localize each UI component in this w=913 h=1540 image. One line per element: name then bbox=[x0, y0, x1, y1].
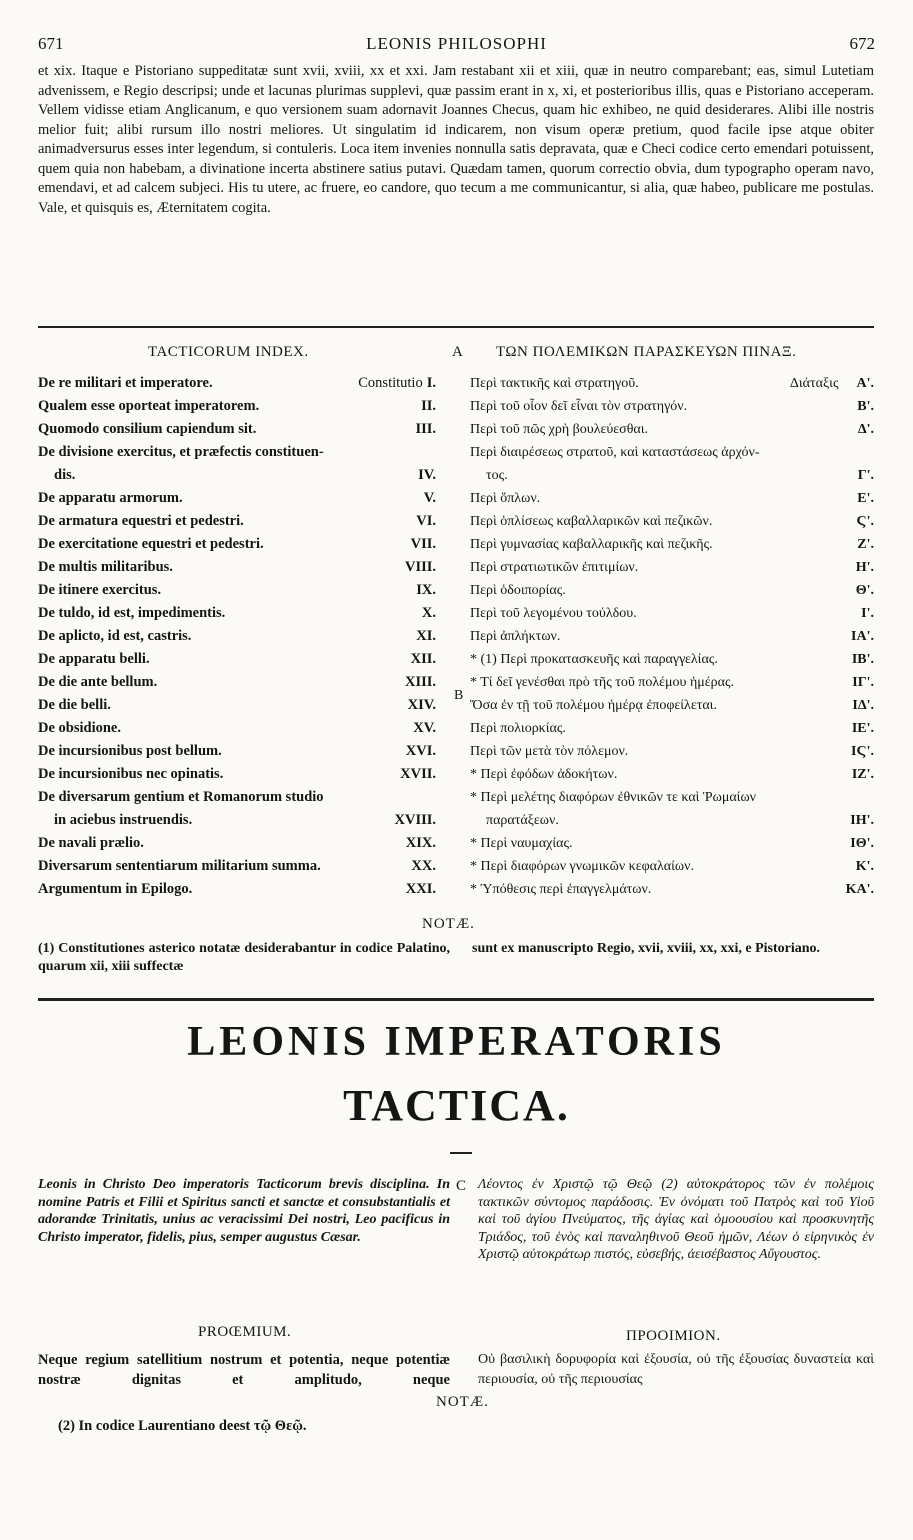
greek-entry bbox=[470, 441, 874, 487]
latin-entry bbox=[38, 717, 436, 740]
latin-title: De apparatu armorum. bbox=[38, 490, 183, 506]
greek-numeral: Η'. bbox=[855, 560, 874, 575]
latin-number bbox=[416, 510, 436, 533]
latin-numeral: X. bbox=[421, 605, 436, 621]
greek-entry bbox=[470, 717, 874, 740]
greek-entry bbox=[470, 763, 874, 786]
greek-entry bbox=[470, 418, 874, 441]
latin-title: De armatura equestri et pedestri. bbox=[38, 513, 244, 529]
latin-numeral: XXI. bbox=[405, 881, 436, 897]
greek-title: Περὶ ὁδοιπορίας. bbox=[470, 583, 566, 598]
greek-number bbox=[852, 648, 874, 671]
index-row bbox=[38, 510, 874, 533]
greek-entry bbox=[470, 878, 874, 901]
latin-number bbox=[421, 395, 436, 418]
latin-entry bbox=[38, 372, 436, 395]
greek-prooemium-heading: ΠΡΟΟΙΜΙΟΝ. bbox=[626, 1328, 721, 1344]
greek-number bbox=[852, 763, 874, 786]
greek-title: * (1) Περὶ προκατασκευῆς καὶ παραγγελίας. bbox=[470, 652, 718, 667]
latin-title: Quomodo consilium capiendum sit. bbox=[38, 421, 257, 437]
greek-title: Περὶ τακτικῆς καὶ στρατηγοῦ. bbox=[470, 376, 639, 391]
greek-title: Περὶ τοῦ λεγομένου τούλδου. bbox=[470, 606, 637, 621]
greek-numeral: Γ'. bbox=[857, 468, 874, 483]
latin-entry bbox=[38, 763, 436, 786]
latin-title: Argumentum in Epilogo. bbox=[38, 881, 193, 897]
running-header bbox=[38, 34, 875, 54]
latin-entry bbox=[38, 533, 436, 556]
greek-number bbox=[852, 717, 874, 740]
latin-numeral: V. bbox=[423, 490, 436, 506]
index-row bbox=[38, 786, 874, 832]
latin-prooemium-heading: PROŒMIUM. bbox=[198, 1324, 292, 1340]
latin-title: De obsidione. bbox=[38, 720, 121, 736]
latin-number bbox=[408, 694, 436, 717]
latin-number bbox=[413, 717, 436, 740]
latin-title: De die belli. bbox=[38, 697, 111, 713]
greek-numeral: ΙΓ'. bbox=[852, 675, 874, 690]
greek-entry bbox=[470, 740, 874, 763]
latin-entry bbox=[38, 510, 436, 533]
latin-numeral: VII. bbox=[410, 536, 436, 552]
index-row bbox=[38, 441, 874, 487]
greek-number bbox=[861, 602, 874, 625]
greek-title: Περὶ πολιορκίας. bbox=[470, 721, 566, 736]
greek-entry bbox=[470, 556, 874, 579]
latin-title: De aplicto, id est, castris. bbox=[38, 628, 192, 644]
latin-title: De multis militaribus. bbox=[38, 559, 173, 575]
preface-text: et xix. Itaque e Pistoriano suppeditatæ sunt xvii, xviii, xx et xxi. Jam restabant xii et xiii, quæ in neutro comparebant; eas, simul Lutetiam advenissem, e Regio descripsi; unde et lacunas plurimas supplevi, quæ passim erant in x, xi, et posterioribus illis, quas e Pistoriano acceperam. Vellem vidisse etiam Anglicanum, e quo versionem suam adornavit Joannes Checus, quam hic exhibeo, ne quid desiderares. Alibi ille nostris melior fuit; alibi rursum illo nostri meliores. Ut singulatim id indicarem, non visum operæ pretium, quod facile ipse atque obiter animadversurus esses inter legendum, si contuleris. Loca item invenies nonnulla satis depravata, quæ e Checi codice certo emendari potuissent, quem quia non habebam, a divinatione incerta abstinere satius putavi. Quædam tamen, quorum correctio obvia, dum typographo operam navo, emendavi, et ad calcem subjeci. His tu utere, ac fruere, eo candore, quo tecum a me communicantur, si alia, quæ habeo, publicare me postulas. Vale, et quisquis es, Æternitatem cogita. bbox=[38, 63, 874, 216]
greek-title: * Περὶ ναυμαχίας. bbox=[470, 836, 573, 851]
latin-entry bbox=[38, 671, 436, 694]
greek-entry bbox=[470, 855, 874, 878]
greek-entry bbox=[470, 395, 874, 418]
latin-entry bbox=[38, 418, 436, 441]
greek-number bbox=[856, 855, 874, 878]
greek-numeral: Ι'. bbox=[861, 606, 874, 621]
latin-numeral: XVI. bbox=[405, 743, 436, 759]
latin-numeral: XV. bbox=[413, 720, 436, 736]
latin-entry bbox=[38, 786, 436, 832]
latin-numeral: III. bbox=[415, 421, 436, 437]
latin-title: Qualem esse oporteat imperatorem. bbox=[38, 398, 260, 414]
latin-entry bbox=[38, 878, 436, 901]
latin-number bbox=[424, 487, 436, 510]
latin-entry bbox=[38, 740, 436, 763]
note-left: (1) Constitutiones asterico notatæ desiderabantur in codice Palatino, quarum xii, xiii suffectæ bbox=[38, 941, 450, 974]
greek-numeral: Β'. bbox=[857, 399, 874, 414]
greek-entry bbox=[470, 625, 874, 648]
running-title: LEONIS PHILOSOPHI bbox=[366, 34, 547, 53]
greek-number bbox=[851, 740, 874, 763]
latin-number bbox=[406, 832, 436, 855]
section-divider bbox=[38, 326, 874, 328]
greek-numeral: ΚΑ'. bbox=[845, 882, 874, 897]
latin-number bbox=[405, 671, 436, 694]
index-row bbox=[38, 556, 874, 579]
index-row bbox=[38, 878, 874, 901]
latin-title: De exercitatione equestri et pedestri. bbox=[38, 536, 264, 552]
greek-prooemium-text: Οὐ βασιλικὴ δορυφορία καὶ ἐξουσία, οὐ τῆς ἐξουσίας δυναστεία καὶ περιουσία, οὐ τῆς περιουσίας bbox=[478, 1352, 874, 1387]
latin-entry bbox=[38, 625, 436, 648]
greek-numeral: ΙΑ'. bbox=[851, 629, 874, 644]
latin-number bbox=[416, 579, 436, 602]
greek-number bbox=[858, 418, 874, 441]
greek-entry bbox=[470, 832, 874, 855]
greek-title: Περὶ ὅπλων. bbox=[470, 491, 541, 506]
greek-title: * Τί δεῖ γενέσθαι πρὸ τῆς τοῦ πολέμου ἡμέρας. bbox=[470, 675, 735, 690]
greek-number bbox=[857, 533, 874, 556]
latin-title: De divisione exercitus, et præfectis constituen- bbox=[38, 444, 324, 460]
greek-number bbox=[850, 832, 874, 855]
greek-title: Περὶ γυμνασίας καβαλλαρικῆς καὶ πεζικῆς. bbox=[470, 537, 713, 552]
latin-number bbox=[411, 855, 436, 878]
latin-entry bbox=[38, 487, 436, 510]
latin-numeral: XII. bbox=[410, 651, 436, 667]
latin-number bbox=[411, 533, 436, 556]
latin-title: De tuldo, id est, impedimentis. bbox=[38, 605, 226, 621]
greek-number bbox=[852, 694, 874, 717]
greek-numeral: ΙΘ'. bbox=[850, 836, 874, 851]
index-row bbox=[38, 418, 874, 441]
latin-opening: Leonis in Christo Deo imperatoris Tacticorum brevis disciplina. In nomine Patris et Filii et Spiritus sancti et sanctæ et consubstantialis et adorandæ Trinitatis, unius ac veracissimi Dei nostri, Leo pacificus in Christo imperator, fidelis, pius, semper augustus Cæsar. bbox=[38, 1177, 450, 1245]
greek-numeral: ΙΖ'. bbox=[851, 767, 874, 782]
latin-numeral: II. bbox=[421, 398, 436, 414]
greek-index-heading: ΤΩΝ ΠΟΛΕΜΙΚΩΝ ΠΑΡΑΣΚΕΥΩΝ ΠΙΝΑΞ. bbox=[496, 344, 797, 360]
greek-numeral: ΙϚ'. bbox=[851, 744, 874, 759]
preface-paragraph bbox=[38, 62, 874, 218]
short-rule bbox=[450, 1152, 472, 1154]
latin-title-cont: in aciebus instruendis. bbox=[54, 812, 193, 828]
index-row bbox=[38, 855, 874, 878]
greek-entry bbox=[470, 786, 874, 832]
greek-number bbox=[850, 809, 874, 832]
index-row bbox=[38, 533, 874, 556]
greek-entry bbox=[470, 579, 874, 602]
latin-title-cont: dis. bbox=[54, 467, 76, 483]
latin-index-heading: TACTICORUM INDEX. bbox=[148, 344, 309, 360]
latin-number bbox=[406, 878, 436, 901]
greek-numeral: ΙΗ'. bbox=[850, 813, 874, 828]
latin-number bbox=[416, 625, 436, 648]
greek-numeral: Ε'. bbox=[857, 491, 874, 506]
latin-entry bbox=[38, 579, 436, 602]
greek-numeral: ΙΒ'. bbox=[851, 652, 874, 667]
latin-numeral: VI. bbox=[416, 513, 436, 529]
greek-title: * Περὶ μελέτης διαφόρων ἐθνικῶν τε καὶ Ῥωμαίων bbox=[470, 790, 756, 805]
main-title-line1: LEONIS IMPERATORIS bbox=[187, 1019, 726, 1065]
greek-label: Διάταξις bbox=[789, 376, 839, 391]
latin-title: De die ante bellum. bbox=[38, 674, 158, 690]
index-row bbox=[38, 717, 874, 740]
column-mark-a: A bbox=[452, 344, 463, 360]
greek-title-cont: παρατάξεων. bbox=[486, 813, 559, 828]
greek-number bbox=[852, 671, 874, 694]
latin-number bbox=[400, 763, 436, 786]
latin-number bbox=[418, 464, 436, 487]
greek-title: * Ὑπόθεσις περὶ ἐπαγγελμάτων. bbox=[470, 882, 652, 897]
greek-entry bbox=[470, 510, 874, 533]
footnote: (2) In codice Laurentiano deest τῷ Θεῷ. bbox=[58, 1418, 307, 1434]
latin-prooemium-text: Neque regium satellitium nostrum et potentia, neque potentiæ nostræ dignitas et amplitudo, neque bbox=[38, 1352, 450, 1388]
latin-numeral: XVII. bbox=[400, 766, 436, 782]
greek-numeral: Θ'. bbox=[855, 583, 874, 598]
greek-entry bbox=[470, 671, 874, 694]
latin-entry bbox=[38, 855, 436, 878]
latin-numeral: XIX. bbox=[405, 835, 436, 851]
title-divider bbox=[38, 998, 874, 1001]
index-row bbox=[38, 487, 874, 510]
latin-title: De diversarum gentium et Romanorum studio bbox=[38, 789, 324, 805]
latin-numeral: XIV. bbox=[407, 697, 436, 713]
index-row bbox=[38, 688, 874, 717]
index-row bbox=[38, 602, 874, 625]
latin-number bbox=[415, 418, 436, 441]
latin-number bbox=[411, 648, 436, 671]
greek-number bbox=[857, 510, 875, 533]
notes-heading: NOTÆ. bbox=[422, 916, 475, 932]
index-row bbox=[38, 740, 874, 763]
right-page-number: 672 bbox=[849, 34, 875, 53]
greek-title: Ὅσα ἐν τῇ τοῦ πολέμου ἡμέρᾳ ἐποφείλεται. bbox=[470, 698, 717, 713]
latin-number bbox=[405, 556, 436, 579]
main-title-line2: TACTICA. bbox=[343, 1081, 570, 1130]
greek-title: Περὶ διαιρέσεως στρατοῦ, καὶ καταστάσεως ἀρχόν- bbox=[470, 445, 760, 460]
greek-numeral: Ζ'. bbox=[857, 537, 874, 552]
index-row bbox=[38, 372, 874, 395]
greek-numeral: Κ'. bbox=[855, 859, 874, 874]
latin-numeral: XI. bbox=[416, 628, 436, 644]
latin-number bbox=[358, 372, 436, 395]
greek-numeral: Α'. bbox=[856, 376, 874, 391]
latin-entry bbox=[38, 556, 436, 579]
latin-number bbox=[406, 740, 436, 763]
notes-heading-2: NOTÆ. bbox=[436, 1394, 489, 1410]
greek-opening: Λέοντος ἐν Χριστῷ τῷ Θεῷ (2) αὐτοκράτορος τῶν ἐν πολέμοις τακτικῶν σύντομος παράδοσις. Ἐν ὀνόματι τοῦ Πατρὸς καὶ τοῦ Υἱοῦ καὶ τοῦ ἁγίου Πνεύματος, τῆς ἁγίας καὶ ὁμοουσίου καὶ προσκυνητῆς Τριάδος, τοῦ ἑνὸς καὶ παναληθινοῦ Θεοῦ ἡμῶν, Λέων ὁ εἰρηνικὸς ἐν Χριστῷ αὐτοκράτωρ πιστός, εὐσεβής, ἀεισέβαστος Αὔγουστος. bbox=[478, 1177, 874, 1262]
greek-title: Περὶ ἀπλήκτων. bbox=[470, 629, 561, 644]
latin-numeral: IX. bbox=[416, 582, 436, 598]
latin-label: Constitutio bbox=[358, 375, 423, 391]
greek-number bbox=[857, 395, 874, 418]
latin-numeral: I. bbox=[426, 375, 436, 391]
greek-title: * Περὶ ἐφόδων ἀδοκήτων. bbox=[470, 767, 618, 782]
latin-entry bbox=[38, 441, 436, 487]
latin-title: De itinere exercitus. bbox=[38, 582, 162, 598]
index-row bbox=[38, 763, 874, 786]
greek-numeral: Ϛ'. bbox=[856, 514, 874, 529]
note-right: sunt ex manuscripto Regio, xvii, xviii, xx, xxi, e Pistoriano. bbox=[472, 941, 821, 956]
greek-entry bbox=[470, 602, 874, 625]
latin-numeral: XIII. bbox=[404, 674, 436, 690]
greek-title: Περὶ τοῦ πῶς χρὴ βουλεύεσθαι. bbox=[470, 422, 649, 437]
greek-number bbox=[846, 878, 874, 901]
latin-entry bbox=[38, 648, 436, 671]
greek-title: * Περὶ διαφόρων γνωμικῶν κεφαλαίων. bbox=[470, 859, 694, 874]
greek-entry bbox=[470, 694, 874, 717]
greek-title-cont: τος. bbox=[486, 468, 508, 483]
latin-title: De incursionibus nec opinatis. bbox=[38, 766, 224, 782]
greek-entry bbox=[470, 533, 874, 556]
greek-number bbox=[851, 625, 874, 648]
greek-number bbox=[856, 579, 874, 602]
greek-number bbox=[857, 487, 874, 510]
latin-number bbox=[395, 809, 437, 832]
latin-number bbox=[422, 602, 436, 625]
latin-title: Diversarum sententiarum militarium summa. bbox=[38, 858, 321, 874]
greek-title: Περὶ τῶν μετὰ τὸν πόλεμον. bbox=[470, 744, 629, 759]
index-row bbox=[38, 648, 874, 671]
greek-title: Περὶ στρατιωτικῶν ἐπιτιμίων. bbox=[470, 560, 639, 575]
greek-entry bbox=[470, 372, 874, 395]
column-mark-c: C bbox=[456, 1178, 467, 1194]
latin-entry bbox=[38, 694, 436, 717]
latin-entry bbox=[38, 832, 436, 855]
greek-numeral: ΙΔ'. bbox=[852, 698, 874, 713]
latin-title: De re militari et imperatore. bbox=[38, 375, 213, 391]
greek-entry bbox=[470, 648, 874, 671]
latin-numeral: VIII. bbox=[404, 559, 436, 575]
index-row bbox=[38, 832, 874, 855]
greek-title: Περὶ ὁπλίσεως καβαλλαρικῶν καὶ πεζικῶν. bbox=[470, 514, 713, 529]
greek-number bbox=[790, 372, 874, 395]
left-page-number: 671 bbox=[38, 34, 64, 53]
latin-title: De navali prælio. bbox=[38, 835, 144, 851]
latin-numeral: XVIII. bbox=[394, 812, 436, 828]
index-row bbox=[38, 579, 874, 602]
greek-title: Περὶ τοῦ οἷον δεῖ εἶναι τὸν στρατηγόν. bbox=[470, 399, 688, 414]
column-mark-b: B bbox=[454, 688, 464, 703]
latin-numeral: XX. bbox=[411, 858, 436, 874]
greek-number bbox=[858, 464, 874, 487]
greek-numeral: Δ'. bbox=[857, 422, 874, 437]
greek-number bbox=[856, 556, 874, 579]
index-row bbox=[38, 395, 874, 418]
latin-title: De apparatu belli. bbox=[38, 651, 150, 667]
index-row bbox=[38, 625, 874, 648]
index-table bbox=[38, 372, 874, 901]
latin-numeral: IV. bbox=[418, 467, 436, 483]
greek-entry bbox=[470, 487, 874, 510]
latin-entry bbox=[38, 602, 436, 625]
latin-title: De incursionibus post bellum. bbox=[38, 743, 222, 759]
latin-entry bbox=[38, 395, 436, 418]
greek-numeral: ΙΕ'. bbox=[851, 721, 874, 736]
